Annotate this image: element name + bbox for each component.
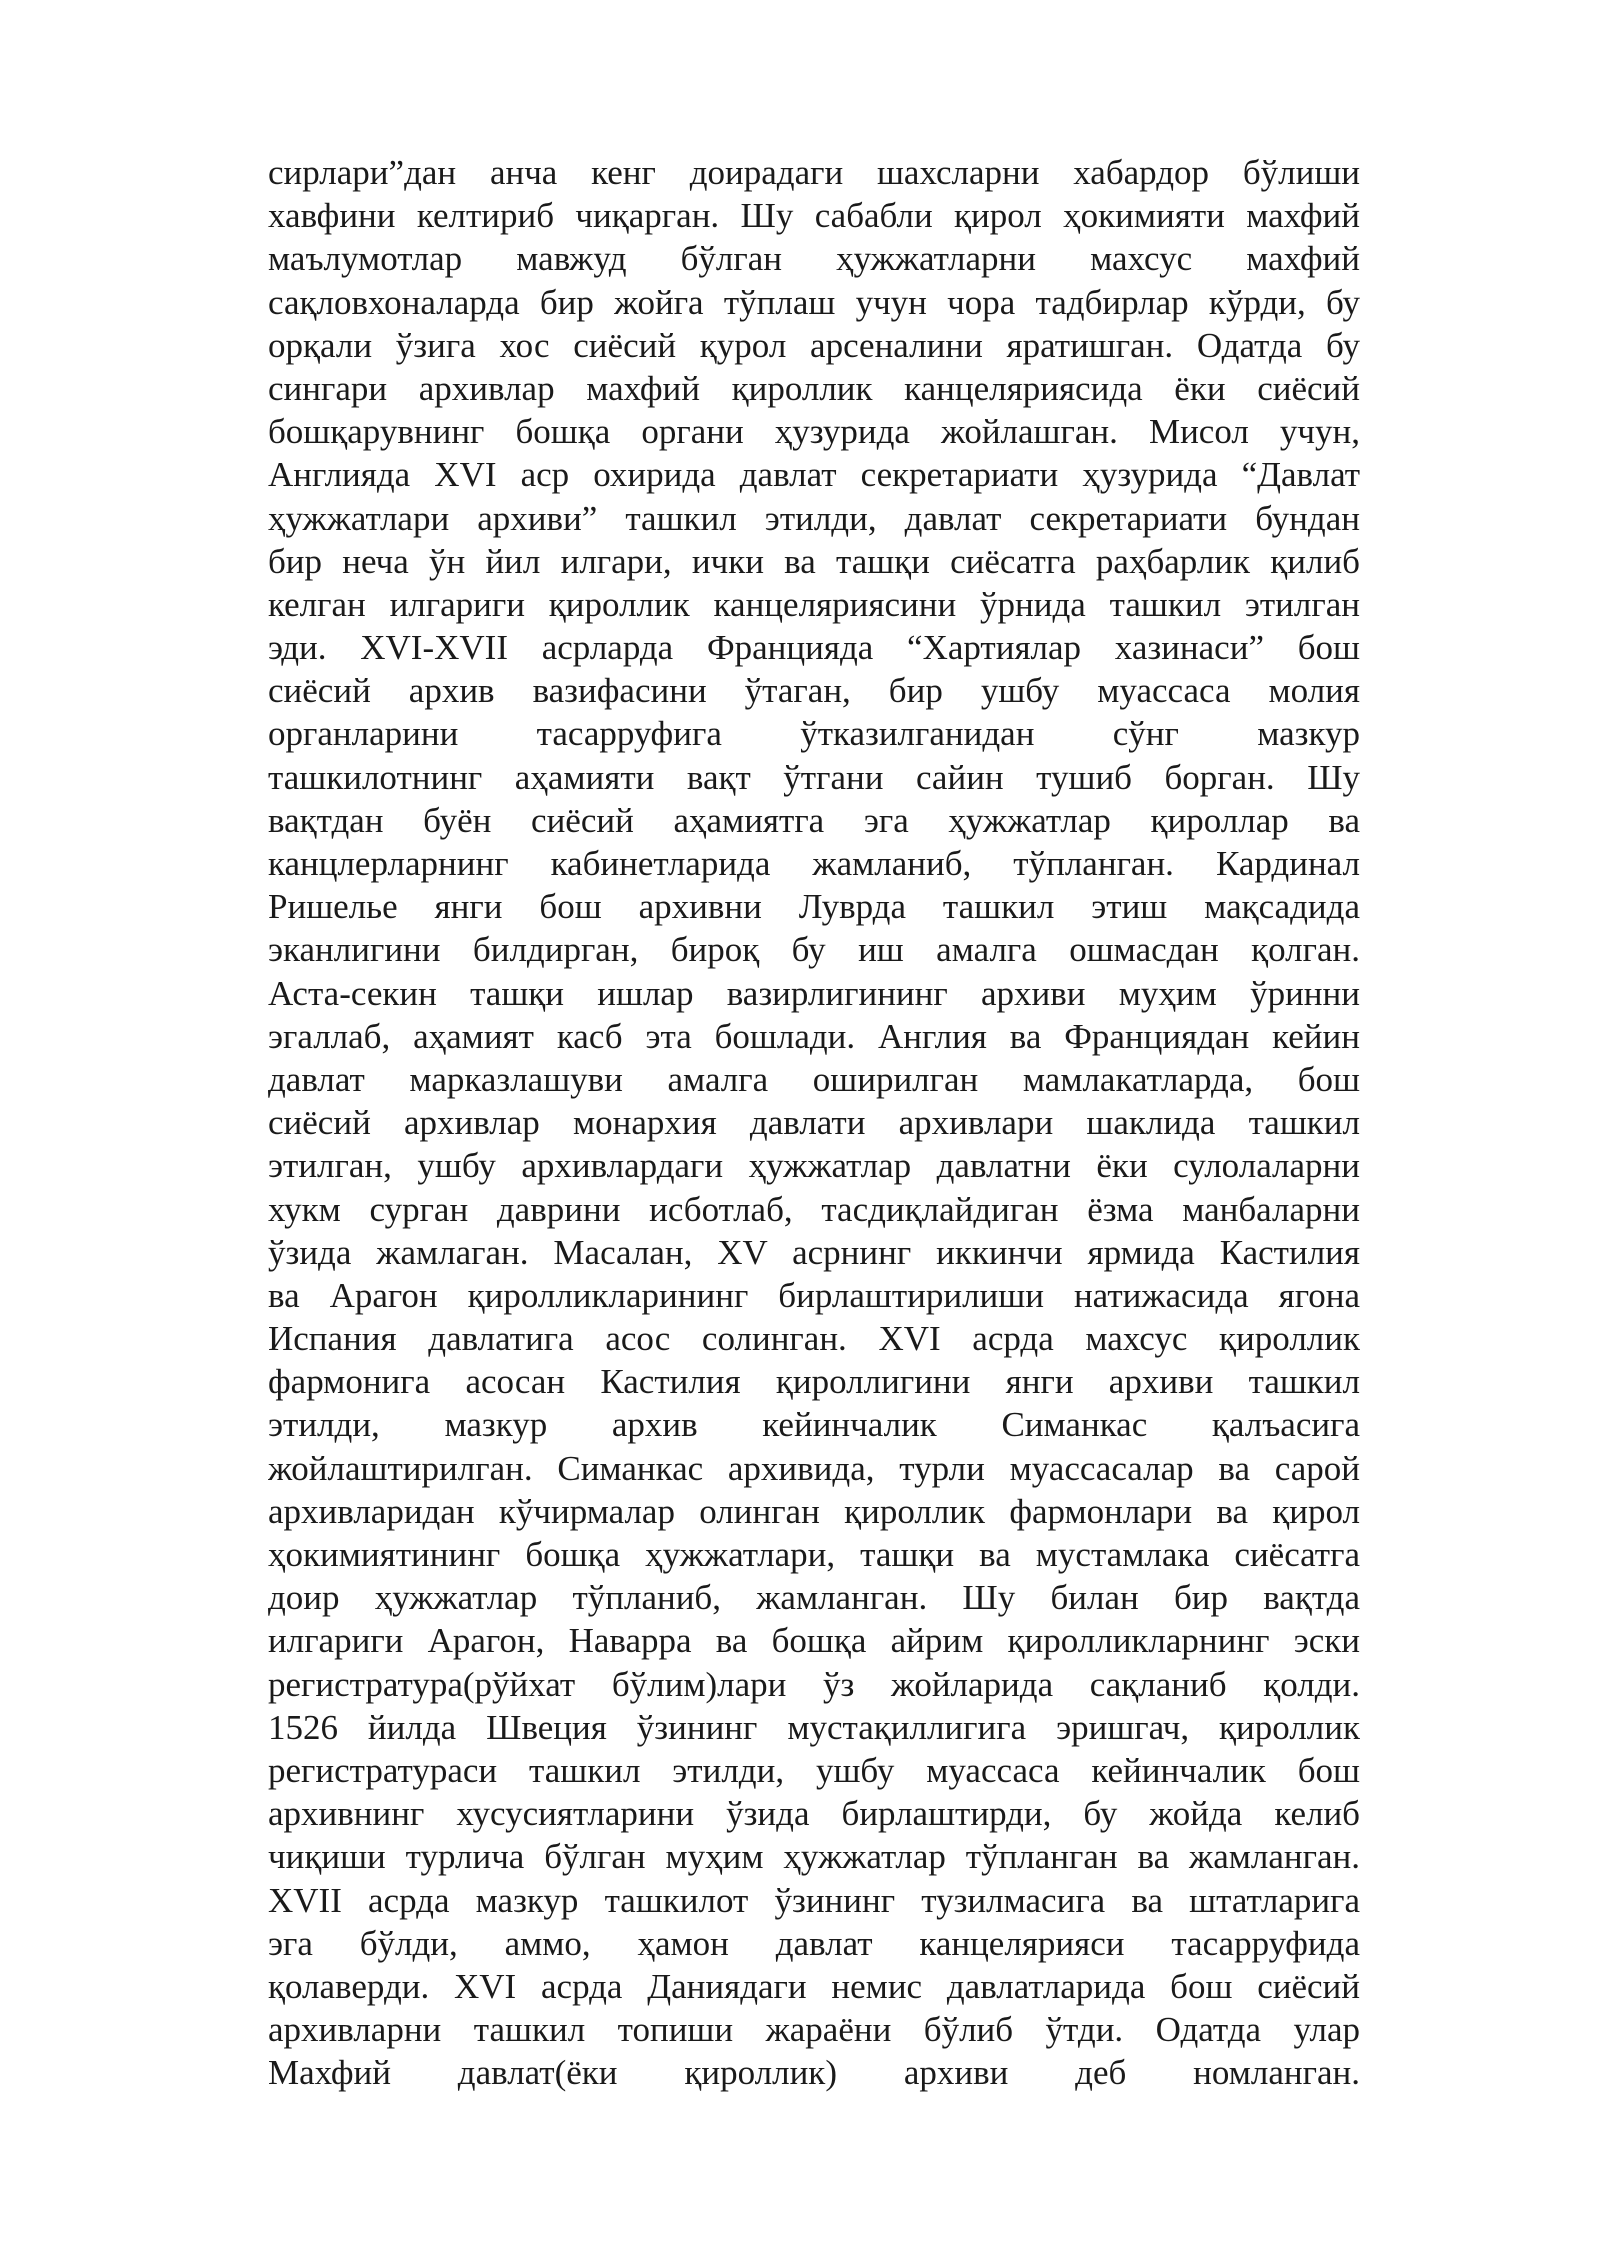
text-line: вақтдан буён сиёсий аҳамиятга эга ҳужжатлар қироллар ва <box>268 800 1360 840</box>
text-line: бошқарувнинг бошқа органи ҳузурида жойлашган. Мисол учун, <box>268 412 1360 452</box>
text-line: қолаверди. XVI асрда Даниядаги немис давлатларида бош сиёсий <box>268 1966 1360 2006</box>
text-line: Англияда XVI аср охирида давлат секретариати ҳузурида “Давлат <box>268 455 1360 495</box>
text-line: Аста-секин ташқи ишлар вазирлигининг архиви муҳим ўринни <box>268 973 1360 1013</box>
text-line: ва Арагон қиролликларининг бирлаштирилиши натижасида ягона <box>268 1275 1360 1315</box>
text-line: хукм сурган даврини исботлаб, тасдиқлайдиган ёзма манбаларни <box>268 1189 1360 1229</box>
text-line: эга бўлди, аммо, ҳамон давлат канцелярияси тасарруфида <box>268 1923 1360 1963</box>
text-line: архивларни ташкил топиши жараёни бўлиб ўтди. Одатда улар <box>268 2010 1360 2050</box>
text-line: илгариги Арагон, Наварра ва бошқа айрим қиролликларнинг эски <box>268 1621 1360 1661</box>
body-text <box>268 151 1360 2094</box>
text-line: маълумотлар мавжуд бўлган ҳужжатларни махсус махфий <box>268 239 1360 279</box>
text-line: этилди, мазкур архив кейинчалик Симанкас қалъасига <box>268 1405 1360 1445</box>
text-line: XVII асрда мазкур ташкилот ўзининг тузилмасига ва штатларига <box>268 1880 1360 1920</box>
text-line: эканлигини билдирган, бироқ бу иш амалга ошмасдан қолган. <box>268 930 1360 970</box>
text-line: сиёсий архив вазифасини ўтаган, бир ушбу муассаса молия <box>268 671 1360 711</box>
text-line: Махфий давлат(ёки қироллик) архиви деб номланган. <box>268 2053 1360 2093</box>
text-line: регистратура(рўйхат бўлим)лари ўз жойларида сақланиб қолди. <box>268 1664 1360 1704</box>
text-line: этилган, ушбу архивлардаги ҳужжатлар давлатни ёки сулолаларни <box>268 1146 1360 1186</box>
text-line: канцлерларнинг кабинетларида жамланиб, тўпланган. Кардинал <box>268 844 1360 883</box>
text-line: Испания давлатига асос солинган. XVI асрда махсус қироллик <box>268 1319 1360 1359</box>
text-line: чиқиши турлича бўлган муҳим ҳужжатлар тўпланган ва жамланган. <box>268 1837 1360 1877</box>
text-line: жойлаштирилган. Симанкас архивида, турли муассасалар ва сарой <box>268 1448 1360 1488</box>
text-line: бир неча ўн йил илгари, ички ва ташқи сиёсатга раҳбарлик қилиб <box>268 541 1360 581</box>
text-line: эди. XVI-XVII асрларда Францияда “Хартиялар хазинаси” бош <box>268 628 1360 668</box>
text-line: келган илгариги қироллик канцеляриясини ўрнида ташкил этилган <box>268 584 1360 624</box>
text-line: ҳокимиятининг бошқа ҳужжатлари, ташқи ва мустамлака сиёсатга <box>268 1535 1360 1574</box>
text-line: орқали ўзига хос сиёсий қурол арсеналини яратишган. Одатда бу <box>268 325 1360 365</box>
text-line: фармонига асосан Кастилия қироллигини янги архиви ташкил <box>268 1362 1360 1402</box>
text-line: регистратураси ташкил этилди, ушбу муассаса кейинчалик бош <box>268 1750 1360 1790</box>
document-page <box>268 151 1360 2094</box>
text-line: архивнинг хусусиятларини ўзида бирлаштирди, бу жойда келиб <box>268 1794 1360 1834</box>
text-line: давлат марказлашуви амалга оширилган мамлакатларда, бош <box>268 1059 1360 1099</box>
text-line: эгаллаб, аҳамият касб эта бошлади. Англия ва Франциядан кейин <box>268 1016 1360 1056</box>
text-line: доир ҳужжатлар тўпланиб, жамланган. Шу билан бир вақтда <box>268 1578 1360 1618</box>
text-line: сирлари”дан анча кенг доирадаги шахсларни хабардор бўлиши <box>268 153 1360 192</box>
text-line: сақловхоналарда бир жойга тўплаш учун чора тадбирлар кўрди, бу <box>268 282 1360 322</box>
text-line: сиёсий архивлар монархия давлати архивлари шаклида ташкил <box>268 1103 1360 1143</box>
text-line: органларини тасарруфига ўтказилганидан сўнг мазкур <box>268 714 1360 754</box>
text-line: 1526 йилда Швеция ўзининг мустақиллигига эришгач, қироллик <box>268 1707 1360 1747</box>
text-line: сингари архивлар махфий қироллик канцеляриясида ёки сиёсий <box>268 368 1360 408</box>
text-line: хавфини келтириб чиқарган. Шу сабабли қирол ҳокимияти махфий <box>268 196 1360 236</box>
text-line: ташкилотнинг аҳамияти вақт ўтгани сайин тушиб борган. Шу <box>268 757 1360 797</box>
text-line: архивларидан кўчирмалар олинган қироллик фармонлари ва қирол <box>268 1491 1360 1531</box>
text-line: ҳужжатлари архиви” ташкил этилди, давлат секретариати бундан <box>268 498 1360 538</box>
text-line: Ришелье янги бош архивни Луврда ташкил этиш мақсадида <box>268 887 1360 927</box>
text-line: ўзида жамлаган. Масалан, XV асрнинг иккинчи ярмида Кастилия <box>268 1232 1360 1272</box>
